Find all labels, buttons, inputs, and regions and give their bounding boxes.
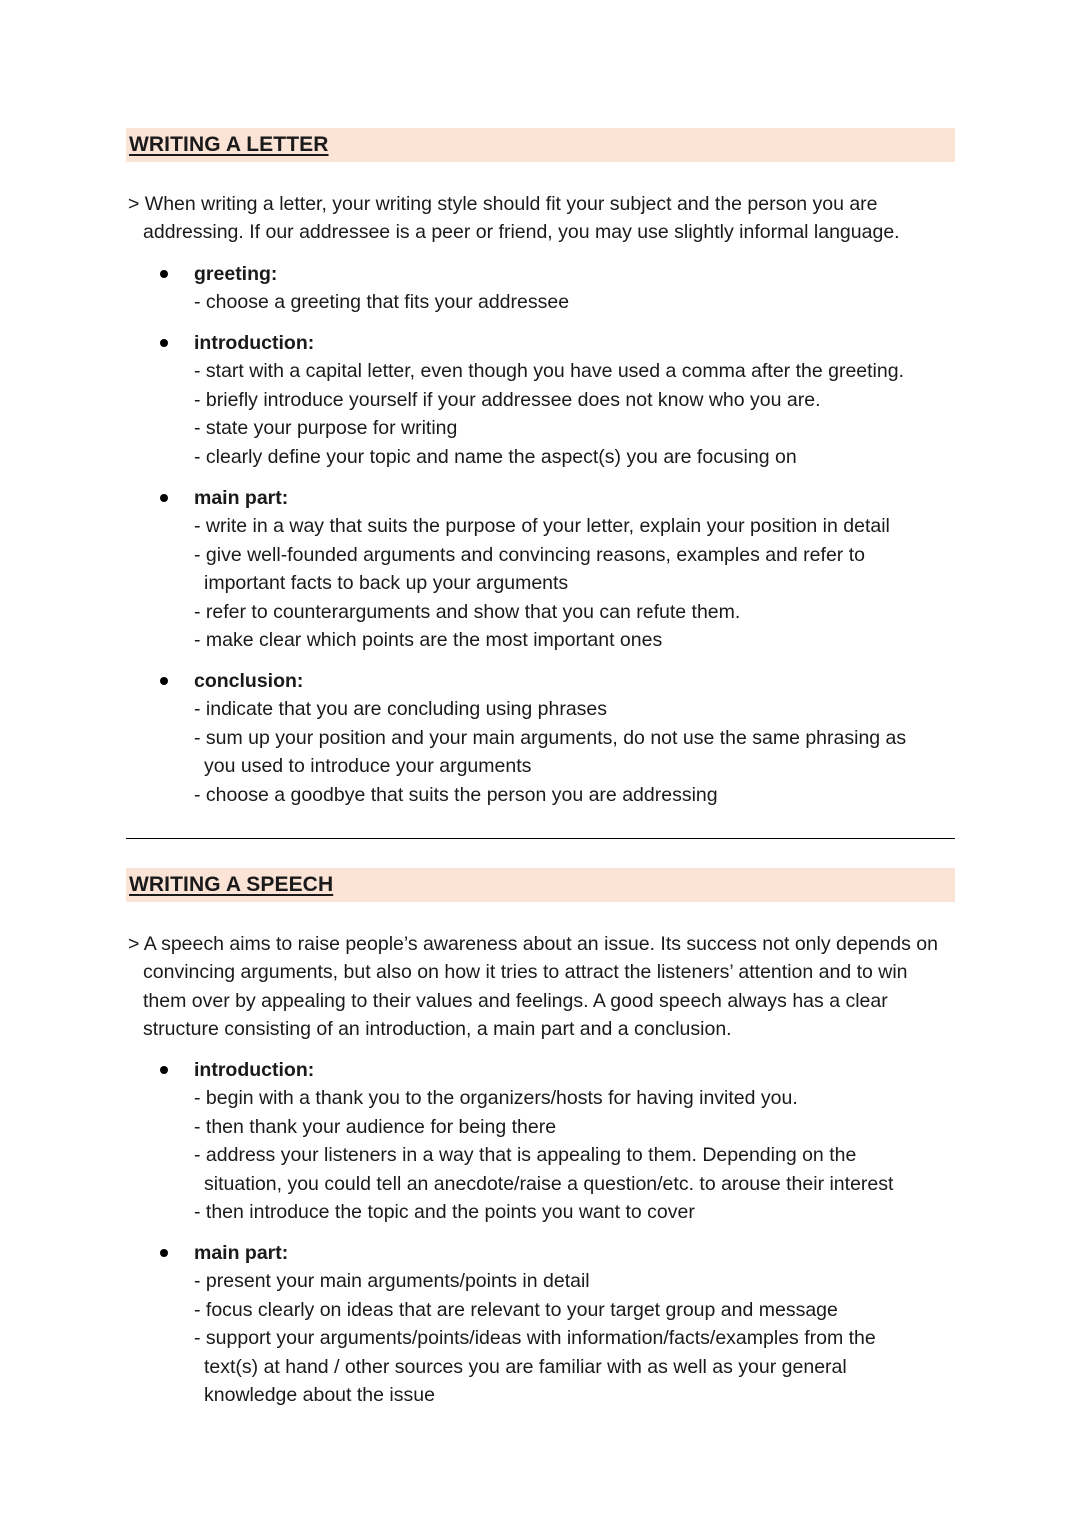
letter-main-part-lines — [194, 512, 960, 654]
bullet-icon — [160, 270, 168, 278]
list-line: - give well-founded arguments and convincing reasons, examples and refer to — [194, 543, 865, 566]
bullet-icon — [160, 677, 168, 685]
speech-intro-line: convincing arguments, but also on how it tries to attract the listeners’ attention and to win — [143, 961, 908, 984]
letter-introduction-lines — [194, 357, 960, 471]
speech-introduction-title: introduction: — [194, 1059, 315, 1081]
list-line: - choose a goodbye that suits the person you are addressing — [194, 783, 718, 806]
speech-heading-text: WRITING A SPEECH — [129, 873, 334, 896]
speech-intro-line: structure consisting of an introduction, a main part and a conclusion. — [143, 1018, 732, 1041]
list-line: - indicate that you are concluding using phrases — [194, 698, 608, 721]
list-line: - then thank your audience for being there — [194, 1115, 557, 1138]
list-line: - present your main arguments/points in detail — [194, 1270, 590, 1293]
list-line: - clearly define your topic and name the aspect(s) you are focusing on — [194, 445, 797, 468]
letter-main-part-title: main part: — [194, 487, 289, 509]
list-line: - make clear which points are the most important ones — [194, 629, 663, 652]
speech-main-part-title: main part: — [194, 1242, 289, 1264]
list-line: you used to introduce your arguments — [204, 755, 532, 778]
letter-conclusion-lines — [194, 695, 960, 809]
list-line: - begin with a thank you to the organizers/hosts for having invited you. — [194, 1087, 798, 1110]
list-line: - then introduce the topic and the points you want to cover — [194, 1201, 695, 1224]
speech-intro-line: them over by appealing to their values and feelings. A good speech always has a clear — [143, 989, 888, 1012]
section-divider — [126, 838, 955, 839]
speech-introduction-lines — [194, 1084, 960, 1226]
list-line: - briefly introduce yourself if your addressee does not know who you are. — [194, 388, 821, 411]
speech-main-part-lines — [194, 1267, 960, 1409]
bullet-icon — [160, 494, 168, 502]
speech-intro-line: > A speech aims to raise people’s awareness about an issue. Its success not only depends on — [128, 933, 938, 955]
bullet-icon — [160, 1066, 168, 1074]
letter-heading-text: WRITING A LETTER — [129, 133, 329, 156]
speech-section-heading — [126, 868, 955, 902]
list-line: situation, you could tell an anecdote/raise a question/etc. to arouse their interest — [204, 1172, 894, 1195]
bullet-icon — [160, 339, 168, 347]
list-line: - refer to counterarguments and show that you can refute them. — [194, 600, 741, 623]
letter-intro-paragraph — [128, 190, 958, 247]
list-line: - write in a way that suits the purpose of your letter, explain your position in detail — [194, 515, 890, 538]
list-line: knowledge about the issue — [204, 1384, 435, 1407]
speech-intro-paragraph — [128, 930, 958, 1044]
list-line: - focus clearly on ideas that are relevant to your target group and message — [194, 1298, 838, 1321]
letter-greeting-title: greeting: — [194, 263, 278, 285]
letter-section-heading — [126, 128, 955, 162]
letter-conclusion-title: conclusion: — [194, 670, 304, 692]
letter-intro-line: addressing. If our addressee is a peer or friend, you may use slightly informal language. — [143, 221, 900, 244]
list-line: - start with a capital letter, even though you have used a comma after the greeting. — [194, 360, 904, 383]
list-line: - address your listeners in a way that is appealing to them. Depending on the — [194, 1144, 857, 1167]
list-line: important facts to back up your arguments — [204, 572, 569, 595]
list-line: - state your purpose for writing — [194, 417, 458, 440]
letter-intro-line: > When writing a letter, your writing style should fit your subject and the person you are — [128, 193, 878, 215]
letter-introduction-title: introduction: — [194, 332, 315, 354]
list-line: - sum up your position and your main arguments, do not use the same phrasing as — [194, 726, 907, 749]
bullet-icon — [160, 1249, 168, 1257]
list-line: - support your arguments/points/ideas with information/facts/examples from the — [194, 1327, 876, 1350]
list-line: text(s) at hand / other sources you are familiar with as well as your general — [204, 1355, 847, 1378]
list-line: - choose a greeting that fits your addressee — [194, 291, 570, 314]
letter-greeting-lines — [194, 288, 960, 316]
